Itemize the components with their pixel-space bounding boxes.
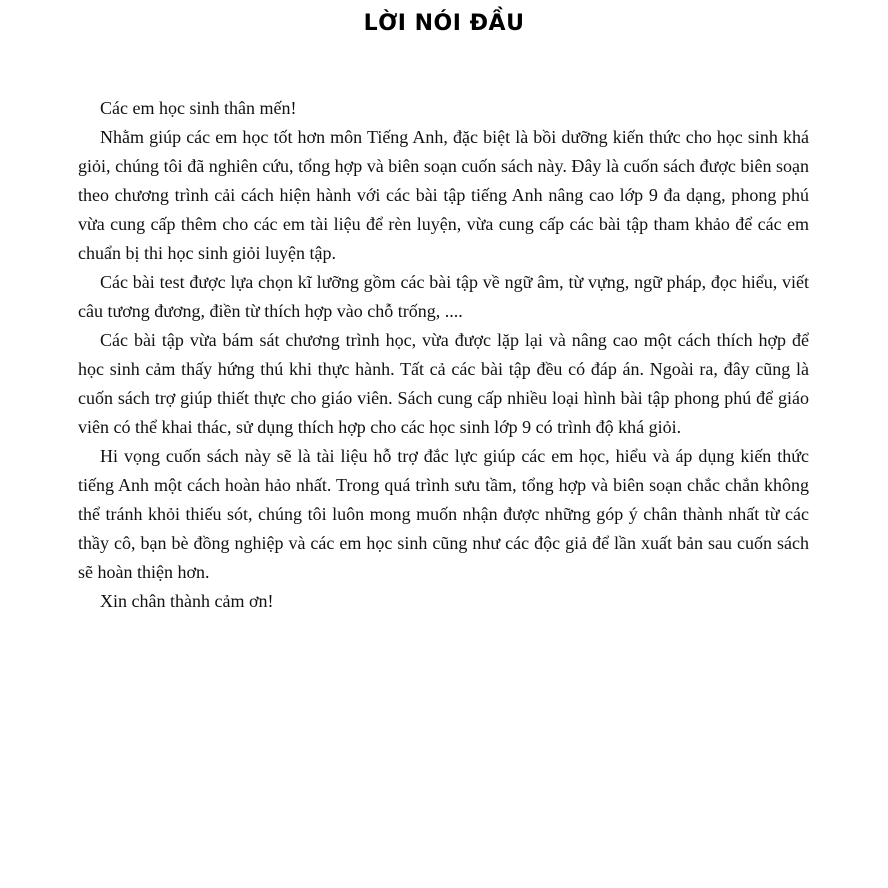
tests-paragraph: Các bài test được lựa chọn kĩ lưỡng gồm các bài tập về ngữ âm, từ vựng, ngữ pháp, đọc hiểu, viết câu tương đương, điền từ thích hợp vào chỗ trống, ....: [78, 272, 809, 321]
exercises-paragraph: Các bài tập vừa bám sát chương trình học, vừa được lặp lại và nâng cao một cách thích hợp để học sinh cảm thấy hứng thú khi thực hành. Tất cả các bài tập đều có đáp án. Ngoài ra, đây cũng là cuốn sách trợ giúp thiết thực cho giáo viên. Sách cung cấp nhiều loại hình bài tập phong phú để giáo viên có thể khai thác, sử dụng thích hợp cho các học sinh lớp 9 có trình độ khá giỏi.: [78, 330, 809, 437]
purpose-paragraph: Nhằm giúp các em học tốt hơn môn Tiếng Anh, đặc biệt là bồi dưỡng kiến thức cho học sinh khá giỏi, chúng tôi đã nghiên cứu, tổng hợp và biên soạn cuốn sách này. Đây là cuốn sách được biên soạn theo chương trình cải cách hiện hành với các bài tập tiếng Anh nâng cao lớp 9 đa dạng, phong phú vừa cung cấp thêm cho các em tài liệu để rèn luyện, vừa cung cấp các bài tập tham khảo để các em chuẩn bị thi học sinh giỏi luyện tập.: [78, 127, 809, 263]
thanks-paragraph: Xin chân thành cảm ơn!: [100, 591, 274, 611]
greeting-paragraph: Các em học sinh thân mến!: [100, 98, 297, 118]
hope-paragraph: Hi vọng cuốn sách này sẽ là tài liệu hỗ trợ đắc lực giúp các em học, hiểu và áp dụng kiến thức tiếng Anh một cách hoàn hảo nhất. Trong quá trình sưu tầm, tổng hợp và biên soạn chắc chắn không thể tránh khỏi thiếu sót, chúng tôi luôn mong muốn nhận được những góp ý chân thành nhất từ các thầy cô, bạn bè đồng nghiệp và các em học sinh cũng như các độc giả để lần xuất bản sau cuốn sách sẽ hoàn thiện hơn.: [78, 446, 809, 582]
preface-body: [78, 94, 809, 616]
page-title: LỜI NÓI ĐẦU: [363, 11, 525, 36]
